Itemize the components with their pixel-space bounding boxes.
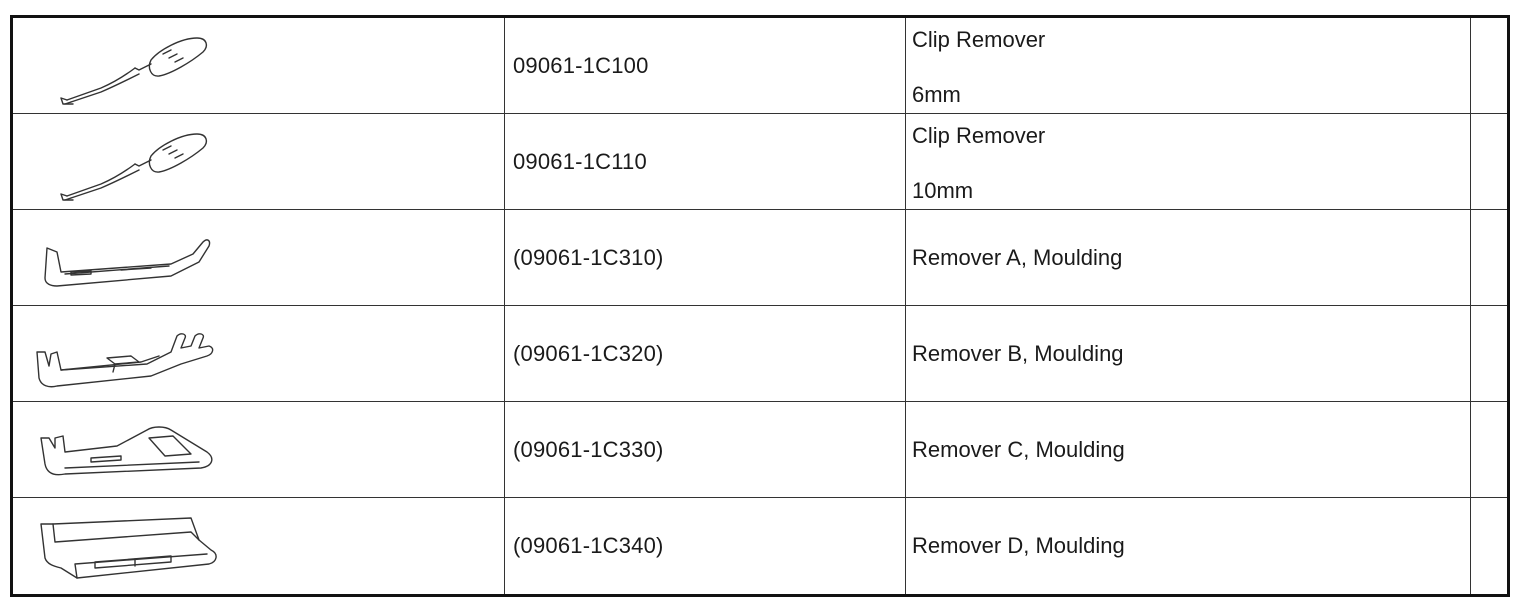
part-number-cell bbox=[505, 210, 906, 305]
empty-cell bbox=[1471, 210, 1507, 305]
tool-image-cell bbox=[13, 402, 505, 497]
tool-size: 6mm bbox=[912, 82, 961, 107]
description-cell bbox=[906, 498, 1471, 594]
moulding-remover-d-icon bbox=[31, 504, 231, 588]
part-number: (09061-1C310) bbox=[513, 244, 664, 270]
tool-name: Clip Remover bbox=[912, 123, 1046, 148]
tool-name: Remover C, Moulding bbox=[912, 436, 1125, 462]
empty-cell bbox=[1471, 114, 1507, 209]
tool-image-cell bbox=[13, 210, 505, 305]
table-row bbox=[13, 210, 1507, 306]
part-number-cell bbox=[505, 114, 906, 209]
part-number: 09061-1C100 bbox=[513, 52, 649, 78]
empty-cell bbox=[1471, 498, 1507, 594]
empty-cell bbox=[1471, 306, 1507, 401]
tool-image-cell bbox=[13, 114, 505, 209]
tool-image-cell bbox=[13, 18, 505, 113]
tool-image-cell bbox=[13, 498, 505, 594]
table-row bbox=[13, 18, 1507, 114]
special-tools-table bbox=[10, 15, 1510, 597]
part-number: (09061-1C340) bbox=[513, 533, 664, 558]
tool-size: 10mm bbox=[912, 178, 974, 203]
tool-name: Remover A, Moulding bbox=[912, 244, 1123, 270]
empty-cell bbox=[1471, 402, 1507, 497]
description-cell bbox=[906, 402, 1471, 497]
tool-image-cell bbox=[13, 306, 505, 401]
description-cell bbox=[906, 18, 1471, 113]
moulding-remover-a-icon bbox=[31, 216, 231, 300]
part-number: 09061-1C110 bbox=[513, 148, 647, 174]
table-row bbox=[13, 402, 1507, 498]
clip-remover-tool-icon bbox=[31, 120, 231, 204]
description-cell bbox=[906, 306, 1471, 401]
part-number-cell bbox=[505, 18, 906, 113]
clip-remover-tool-icon bbox=[31, 24, 231, 108]
description-cell bbox=[906, 114, 1471, 209]
part-number-cell bbox=[505, 306, 906, 401]
moulding-remover-c-icon bbox=[31, 408, 231, 492]
part-number: (09061-1C320) bbox=[513, 340, 664, 366]
description-cell bbox=[906, 210, 1471, 305]
tool-name: Remover B, Moulding bbox=[912, 340, 1124, 366]
part-number: (09061-1C330) bbox=[513, 436, 664, 462]
part-number-cell bbox=[505, 402, 906, 497]
table-row bbox=[13, 498, 1507, 594]
part-number-cell bbox=[505, 498, 906, 594]
tool-name: Clip Remover bbox=[912, 27, 1046, 52]
tool-name: Remover D, Moulding bbox=[912, 533, 1125, 558]
empty-cell bbox=[1471, 18, 1507, 113]
table-row bbox=[13, 306, 1507, 402]
table-row bbox=[13, 114, 1507, 210]
moulding-remover-b-icon bbox=[31, 312, 231, 396]
